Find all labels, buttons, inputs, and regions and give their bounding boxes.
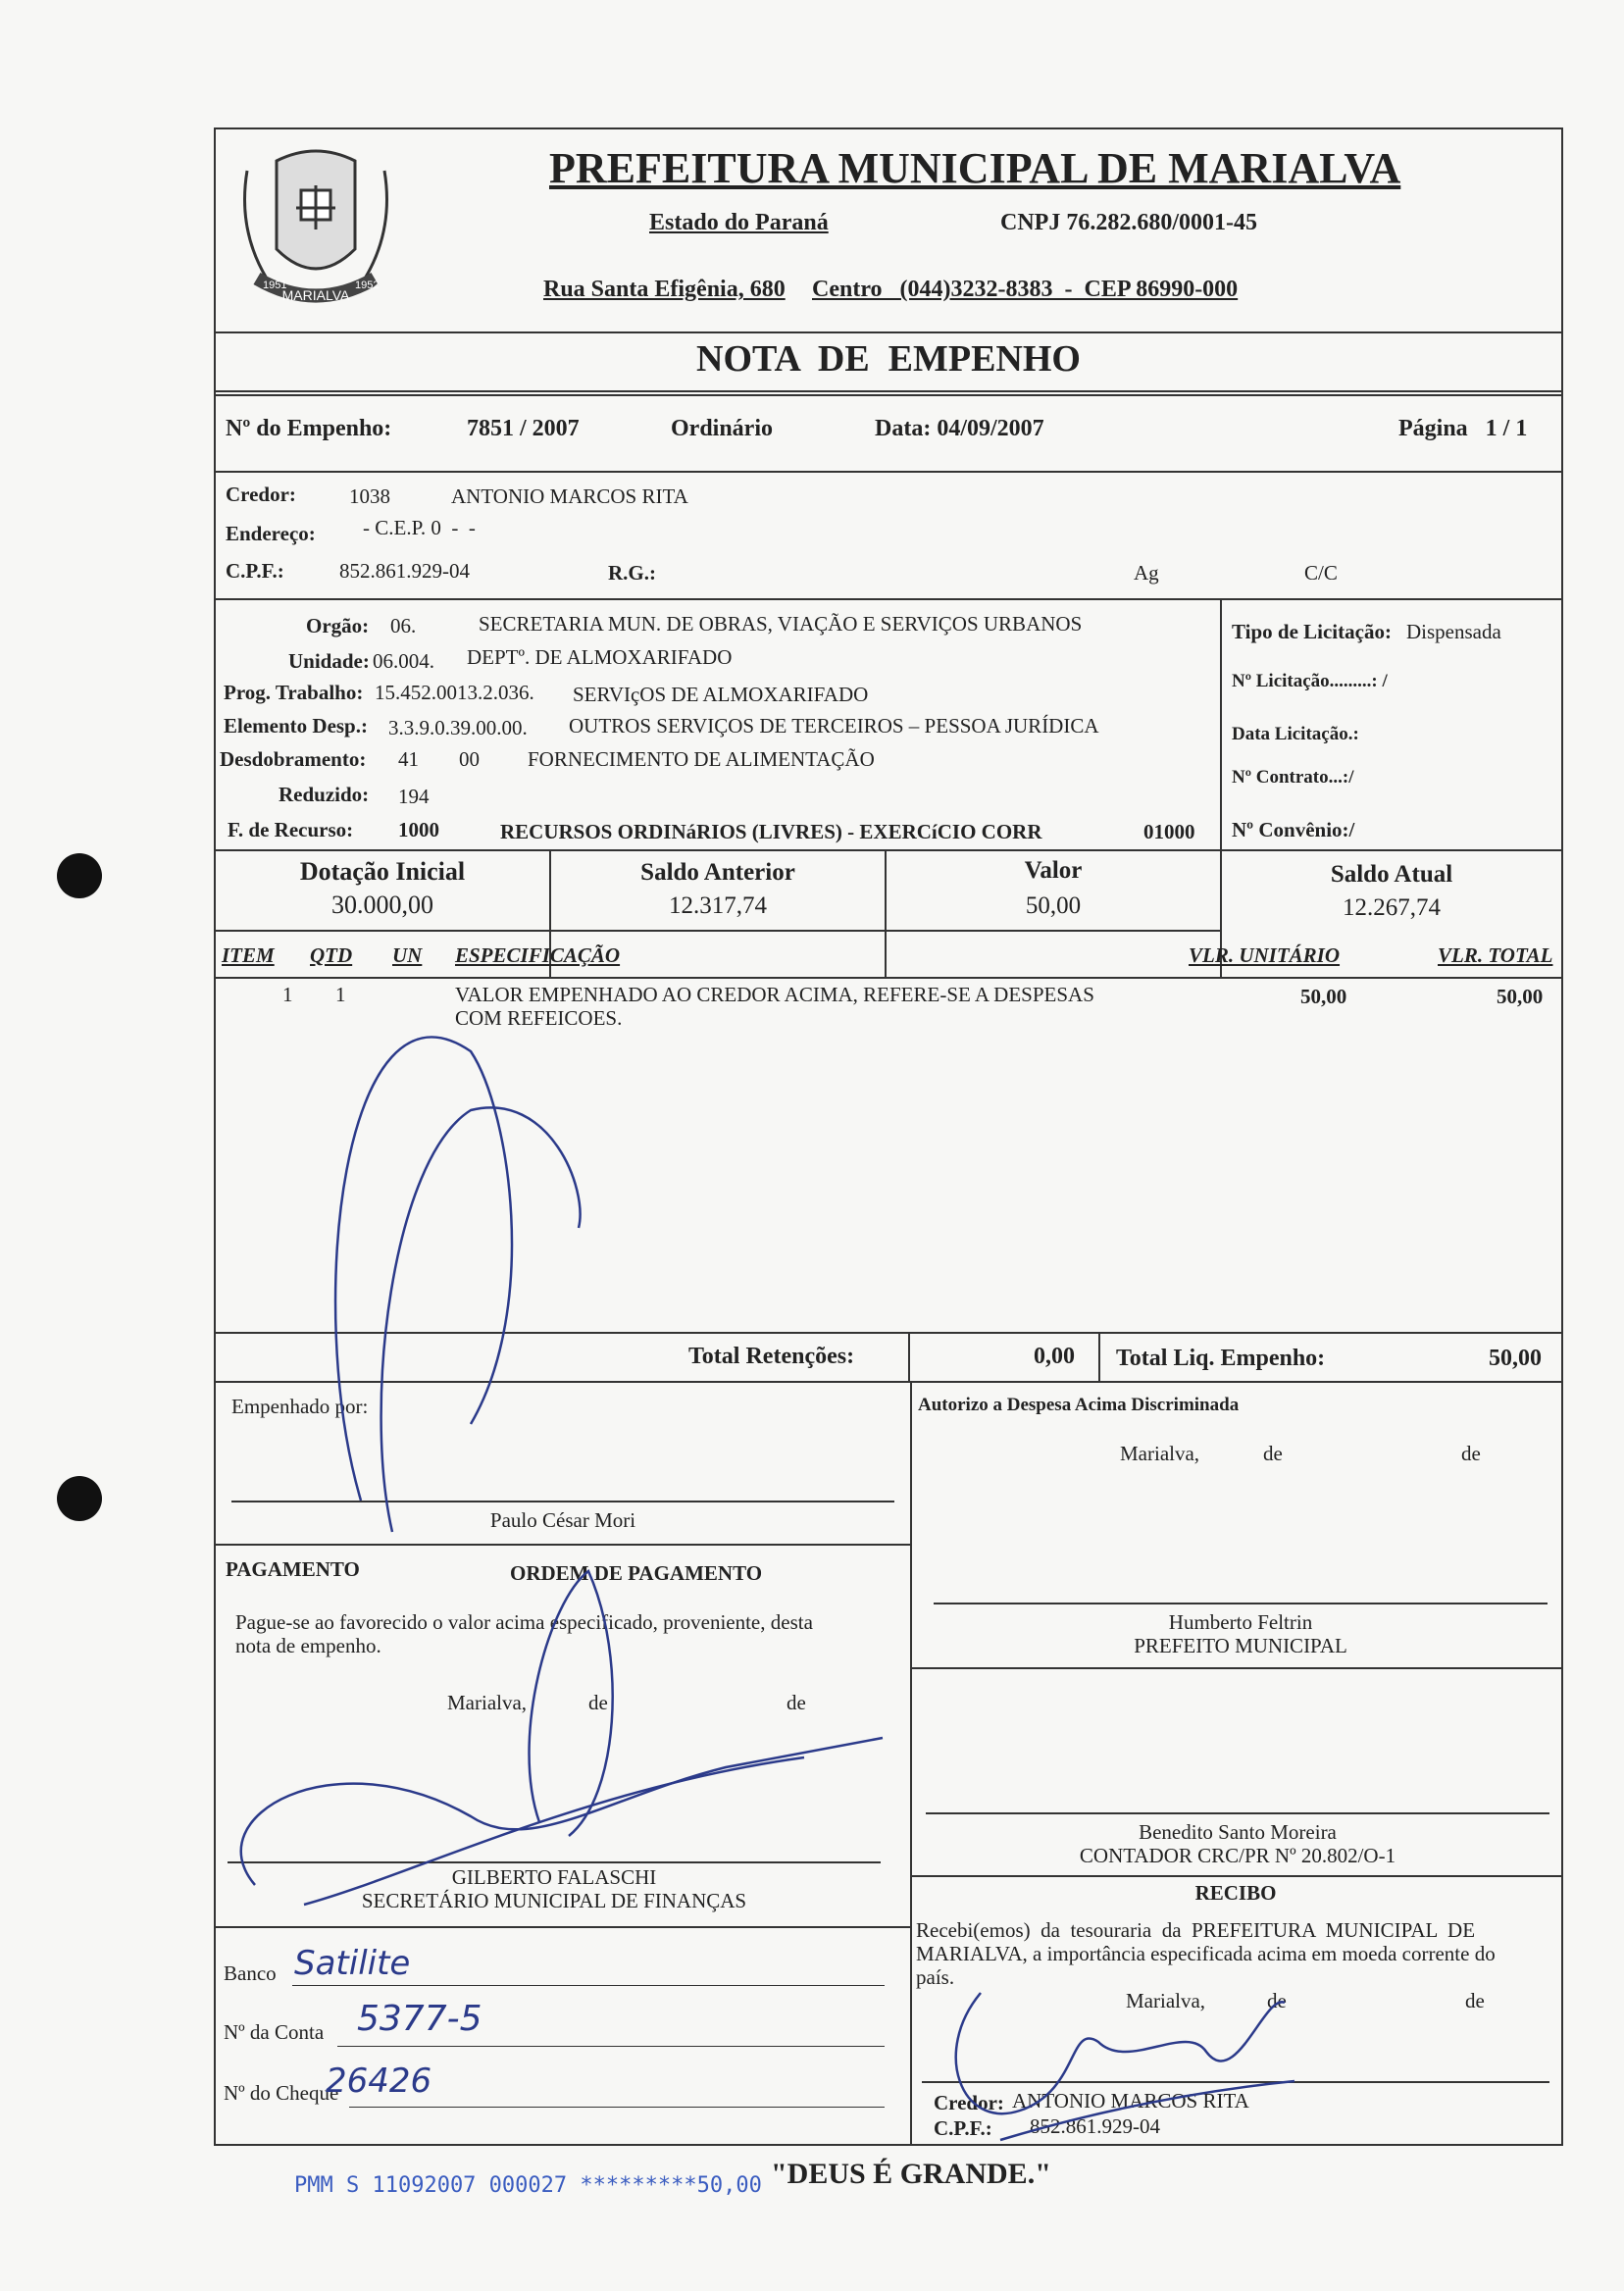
pagamento-text-line1: Pague-se ao favorecido o valor acima especificado, proveniente, desta: [235, 1610, 813, 1634]
row-qtd: 1: [335, 983, 346, 1006]
prog-code: 15.452.0013.2.036.: [375, 681, 534, 704]
reduzido-value: 194: [398, 785, 430, 808]
dotacao-label: Dotação Inicial: [299, 857, 466, 886]
empenho-number: 7851 / 2007: [467, 416, 580, 441]
col-spec: ESPECIFICAÇÃO: [455, 943, 621, 967]
state-label: Estado do Paraná: [649, 210, 829, 235]
unidade-code: 06.004.: [373, 649, 434, 673]
credor-label: Credor:: [226, 483, 296, 506]
orgao-label: Orgão:: [306, 614, 370, 637]
prog-desc: SERVIçOS DE ALMOXARIFADO: [573, 683, 869, 706]
total-liq-label: Total Liq. Empenho:: [1116, 1346, 1326, 1371]
col-un: UN: [392, 943, 423, 967]
secretario-title: SECRETÁRIO MUNICIPAL DE FINANÇAS: [361, 1889, 747, 1912]
doc-title: NOTA DE EMPENHO: [696, 338, 1081, 380]
col-unit-value: VLR. UNITÁRIO: [1189, 943, 1341, 967]
desdobramento-subcode: 00: [459, 747, 480, 771]
credor-code: 1038: [349, 484, 390, 508]
footer-motto: "DEUS É GRANDE.": [771, 2158, 1051, 2190]
recibo-credor-name: ANTONIO MARCOS RITA: [1012, 2089, 1249, 2113]
contador-name: Benedito Santo Moreira: [1139, 1820, 1337, 1844]
prog-label: Prog. Trabalho:: [224, 681, 364, 704]
row-item: 1: [282, 983, 293, 1006]
empenho-form: [214, 127, 1563, 2146]
recibo-de-1: de: [1267, 1989, 1287, 2012]
conta-value: 5377-5: [357, 1999, 482, 2039]
retencoes-label: Total Retenções:: [688, 1344, 855, 1369]
autorizo-marialva: Marialva,: [1120, 1442, 1200, 1465]
crest-text: MARIALVA: [281, 287, 350, 303]
autorizo-de-2: de: [1461, 1442, 1481, 1465]
row-unit-value: 50,00: [1300, 985, 1347, 1008]
crest-year-left: 1951: [263, 280, 287, 291]
contador-title: CONTADOR CRC/PR Nº 20.802/O-1: [1079, 1844, 1396, 1867]
contrato-label: Nº Contrato...:/: [1232, 767, 1354, 788]
address-label: Rua Santa Efigênia, 680: [543, 277, 786, 302]
punch-hole: [57, 1476, 102, 1521]
unidade-desc: DEPTº. DE ALMOXARIFADO: [467, 645, 733, 669]
recibo-marialva: Marialva,: [1126, 1989, 1206, 2012]
cpf-value: 852.861.929-04: [339, 559, 470, 583]
recibo-text-line1: Recebi(emos) da tesouraria da PREFEITURA MUNICIPAL DE: [916, 1918, 1476, 1942]
pagamento-de-2: de: [787, 1691, 806, 1714]
saldo-atual-value: 12.267,74: [1343, 894, 1441, 921]
recurso-desc: RECURSOS ORDINáRIOS (LIVRES) - EXERCíCIO CORR: [500, 820, 1042, 843]
recibo-de-2: de: [1465, 1989, 1485, 2012]
valor-value: 50,00: [1025, 892, 1082, 919]
prefeito-title: PREFEITO MUNICIPAL: [1134, 1634, 1347, 1657]
rg-label: R.G.:: [608, 561, 656, 585]
pagamento-text-line2: nota de empenho.: [235, 1634, 381, 1657]
recibo-text-line2: MARIALVA, a importância especificada acima em moeda corrente do: [916, 1942, 1496, 1965]
desdobramento-label: Desdobramento:: [220, 747, 367, 771]
payment-stamp: PMM S 11092007 000027 *********50,00: [294, 2173, 762, 2198]
ag-label: Ag: [1134, 561, 1159, 585]
recibo-title: RECIBO: [1194, 1881, 1277, 1905]
col-item: ITEM: [222, 943, 275, 967]
saldo-atual-label: Saldo Atual: [1330, 861, 1453, 888]
col-total-value: VLR. TOTAL: [1438, 943, 1553, 967]
recibo-cpf-label: C.P.F.:: [934, 2116, 992, 2140]
recurso-num: 01000: [1143, 820, 1195, 843]
saldo-anterior-label: Saldo Anterior: [640, 859, 795, 886]
desdobramento-desc: FORNECIMENTO DE ALIMENTAÇÃO: [528, 747, 875, 771]
recibo-text-line3: país.: [916, 1965, 955, 1989]
cheque-label: Nº do Cheque: [224, 2081, 339, 2105]
licitacao-data: Data Licitação.:: [1232, 724, 1359, 744]
cpf-label: C.P.F.:: [226, 559, 284, 583]
recurso-label: F. de Recurso:: [228, 818, 354, 841]
licitacao-tipo-value: Dispensada: [1406, 620, 1501, 643]
row-total-value: 50,00: [1497, 985, 1544, 1008]
retencoes-value: 0,00: [1034, 1344, 1075, 1369]
ordem-pagamento-label: ORDEM DE PAGAMENTO: [510, 1561, 763, 1585]
crest-year-right: 1952: [355, 280, 380, 291]
reduzido-label: Reduzido:: [279, 783, 370, 806]
recibo-cpf-value: 852.861.929-04: [1030, 2114, 1160, 2138]
contact-label: Centro (044)3232-8383 - CEP 86990-000: [812, 277, 1239, 302]
conta-label: Nº da Conta: [224, 2020, 325, 2044]
page-number: Página 1 / 1: [1398, 416, 1528, 441]
punch-hole: [57, 853, 102, 898]
banco-value: Satilite: [294, 1944, 411, 1983]
recibo-credor-label: Credor:: [934, 2091, 1004, 2114]
prefeito-name: Humberto Feltrin: [1168, 1610, 1313, 1634]
licitacao-tipo-label: Tipo de Licitação:: [1232, 620, 1392, 643]
row-spec-line2: COM REFEICOES.: [455, 1006, 623, 1030]
pagamento-marialva: Marialva,: [447, 1691, 528, 1714]
pagamento-label: PAGAMENTO: [226, 1557, 360, 1581]
empenho-type: Ordinário: [671, 416, 774, 441]
address-value: - C.E.P. 0 - -: [363, 516, 476, 539]
orgao-desc: SECRETARIA MUN. DE OBRAS, VIAÇÃO E SERVIÇOS URBANOS: [479, 612, 1083, 636]
cc-label: C/C: [1304, 561, 1338, 585]
empenho-number-label: Nº do Empenho:: [226, 416, 392, 441]
orgao-code: 06.: [390, 614, 417, 637]
convenio-label: Nº Convênio:/: [1232, 818, 1355, 841]
signature-overlay: [216, 129, 1561, 2144]
recurso-code: 1000: [398, 818, 439, 841]
dotacao-value: 30.000,00: [331, 891, 433, 919]
elemento-label: Elemento Desp.:: [224, 714, 368, 738]
address-field-label: Endereço:: [226, 522, 316, 545]
autorizo-de-1: de: [1263, 1442, 1283, 1465]
desdobramento-code: 41: [398, 747, 419, 771]
municipality-title: PREFEITURA MUNICIPAL DE MARIALVA: [549, 144, 1401, 192]
empenhado-name: Paulo César Mori: [489, 1508, 636, 1532]
cheque-value: 26426: [326, 2062, 432, 2101]
elemento-code: 3.3.9.0.39.00.00.: [388, 716, 528, 739]
pagamento-de-1: de: [588, 1691, 608, 1714]
total-liq-value: 50,00: [1489, 1346, 1542, 1371]
credor-name: ANTONIO MARCOS RITA: [451, 484, 688, 508]
secretario-name: GILBERTO FALASCHI: [451, 1865, 657, 1889]
licitacao-numero: Nº Licitação.........: /: [1232, 671, 1388, 691]
col-qtd: QTD: [310, 943, 353, 967]
row-spec-line1: VALOR EMPENHADO AO CREDOR ACIMA, REFERE-SE A DESPESAS: [455, 983, 1094, 1006]
valor-label: Valor: [1024, 857, 1083, 884]
empenho-date: Data: 04/09/2007: [875, 416, 1044, 441]
autorizo-label: Autorizo a Despesa Acima Discriminada: [918, 1395, 1240, 1415]
banco-label: Banco: [224, 1961, 277, 1985]
cnpj-label: CNPJ 76.282.680/0001-45: [1000, 210, 1257, 235]
elemento-desc: OUTROS SERVIÇOS DE TERCEIROS – PESSOA JURÍDICA: [569, 714, 1099, 738]
unidade-label: Unidade:: [288, 649, 370, 673]
empenhado-label: Empenhado por:: [231, 1395, 369, 1418]
saldo-anterior-value: 12.317,74: [669, 892, 767, 919]
